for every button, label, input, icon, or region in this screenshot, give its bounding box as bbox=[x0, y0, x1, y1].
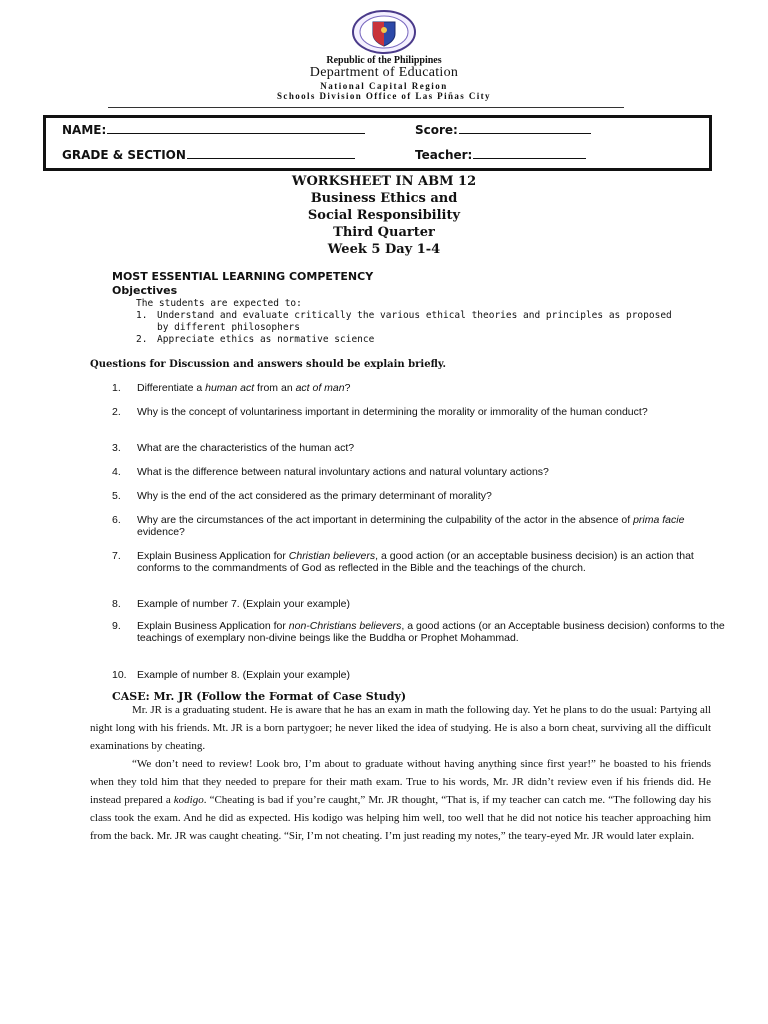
score-blank[interactable] bbox=[459, 122, 591, 134]
question-7 bbox=[112, 550, 727, 588]
week-title: Week 5 Day 1-4 bbox=[327, 242, 441, 257]
question-2-num: 2. bbox=[112, 406, 121, 418]
case-heading: CASE: Mr. JR (Follow the Format of Case Study) bbox=[112, 690, 407, 703]
question-8-num: 8. bbox=[112, 598, 121, 610]
question-10 bbox=[112, 669, 727, 683]
question-10-num: 10. bbox=[112, 669, 127, 681]
case-body bbox=[90, 701, 711, 845]
worksheet-title: WORKSHEET IN ABM 12 bbox=[291, 174, 477, 189]
question-6-num: 6. bbox=[112, 514, 121, 526]
header-divider bbox=[108, 107, 624, 108]
question-10-text: Example of number 8. (Explain your example) bbox=[137, 669, 351, 681]
question-2-text: Why is the concept of voluntariness important in determining the morality or immorality of the human conduct? bbox=[137, 406, 648, 418]
case-paragraph-1: Mr. JR is a graduating student. He is aware that he has an exam in math the following day. Yet he plans to do the usual: Partying all night long with his friends. Mt. JR is a born partygoer; he never liked the idea of studying. He is also a born cheat, surviving all the difficult examinations by cheating. bbox=[90, 704, 711, 752]
question-3 bbox=[112, 442, 727, 456]
question-6-text: Why are the circumstances of the act important in determining the culpability of the actor in the absence of prima facie evidence? bbox=[137, 514, 685, 538]
deped-seal-logo bbox=[351, 10, 417, 54]
objective-text-1-cont: by different philosophers bbox=[157, 322, 300, 333]
question-7-text: Explain Business Application for Christian believers, a good action (or an acceptable business decision) is an action that conforms to the commandments of God as reflected in the Bible and the teachings of the church. bbox=[137, 550, 694, 574]
question-1-text: Differentiate a human act from an act of man? bbox=[137, 382, 351, 394]
grade-section-blank[interactable] bbox=[187, 147, 355, 159]
name-blank[interactable] bbox=[107, 122, 365, 134]
question-8-text: Example of number 7. (Explain your example) bbox=[137, 598, 351, 610]
subject-title-1: Business Ethics and bbox=[310, 191, 458, 206]
republic-text: Republic of the Philippines bbox=[326, 55, 442, 66]
score-label: Score: bbox=[415, 123, 458, 137]
question-9-text: Explain Business Application for non-Christians believers, a good actions (or an Acceptable business decision) conforms to the teachings of exemplary non-divine beings like the Buddha or Prophet Mohammad. bbox=[137, 620, 725, 644]
question-4-text: What is the difference between natural involuntary actions and natural voluntary actions? bbox=[137, 466, 549, 478]
question-4 bbox=[112, 466, 727, 480]
name-field[interactable] bbox=[62, 122, 365, 137]
teacher-label: Teacher: bbox=[415, 148, 473, 162]
question-3-text: What are the characteristics of the human act? bbox=[137, 442, 355, 454]
question-1-num: 1. bbox=[112, 382, 121, 394]
region-text: National Capital Region bbox=[320, 81, 448, 91]
competency-heading: MOST ESSENTIAL LEARNING COMPETENCY bbox=[112, 270, 374, 283]
objective-num-1: 1. bbox=[136, 310, 148, 321]
subject-title-2: Social Responsibility bbox=[307, 208, 461, 223]
question-1 bbox=[112, 382, 727, 396]
question-5 bbox=[112, 490, 727, 504]
question-5-num: 5. bbox=[112, 490, 121, 502]
question-4-num: 4. bbox=[112, 466, 121, 478]
discussion-heading: Questions for Discussion and answers should be explain briefly. bbox=[90, 359, 446, 370]
teacher-blank[interactable] bbox=[473, 147, 586, 159]
question-3-num: 3. bbox=[112, 442, 121, 454]
question-9 bbox=[112, 620, 727, 658]
case-paragraph-2: “We don’t need to review! Look bro, I’m about to graduate without having anything since first year!” he boasted to his friends when they told him that they needed to prepare for their math exam. True to his words, Mr. JR didn’t review even if his friends did. He instead prepared a kodigo. “Cheating is bad if you’re caught,” Mr. JR thought, “That is, if my teacher can catch me. “The following day his class took the exam. And he did as expected. His kodigo was helping him well, too well that he did not notice his teacher approaching him from the back. Mr. JR was caught cheating. “Sir, I’m not cheating. I’m just reading my notes,” the teary-eyed Mr. JR would later explain. bbox=[90, 758, 711, 842]
question-5-text: Why is the end of the act considered as the primary determinant of morality? bbox=[137, 490, 492, 502]
name-label: NAME: bbox=[62, 123, 107, 137]
objectives-heading: Objectives bbox=[112, 284, 178, 297]
question-6 bbox=[112, 514, 727, 540]
grade-section-field[interactable] bbox=[62, 147, 355, 162]
question-8 bbox=[112, 598, 727, 612]
objectives-intro: The students are expected to: bbox=[136, 298, 302, 309]
score-field[interactable] bbox=[415, 122, 591, 137]
objective-text-1: Understand and evaluate critically the various ethical theories and principles as proposed bbox=[157, 310, 672, 321]
objective-num-2: 2. bbox=[136, 334, 148, 345]
quarter-title: Third Quarter bbox=[333, 225, 435, 240]
question-2 bbox=[112, 406, 727, 432]
objective-text-2: Appreciate ethics as normative science bbox=[157, 334, 375, 345]
question-7-num: 7. bbox=[112, 550, 121, 562]
question-9-num: 9. bbox=[112, 620, 121, 632]
department-text: Department of Education bbox=[309, 65, 459, 80]
grade-section-label: GRADE & SECTION bbox=[62, 148, 186, 162]
teacher-field[interactable] bbox=[415, 147, 586, 162]
division-text: Schools Division Office of Las Piñas City bbox=[277, 91, 491, 101]
